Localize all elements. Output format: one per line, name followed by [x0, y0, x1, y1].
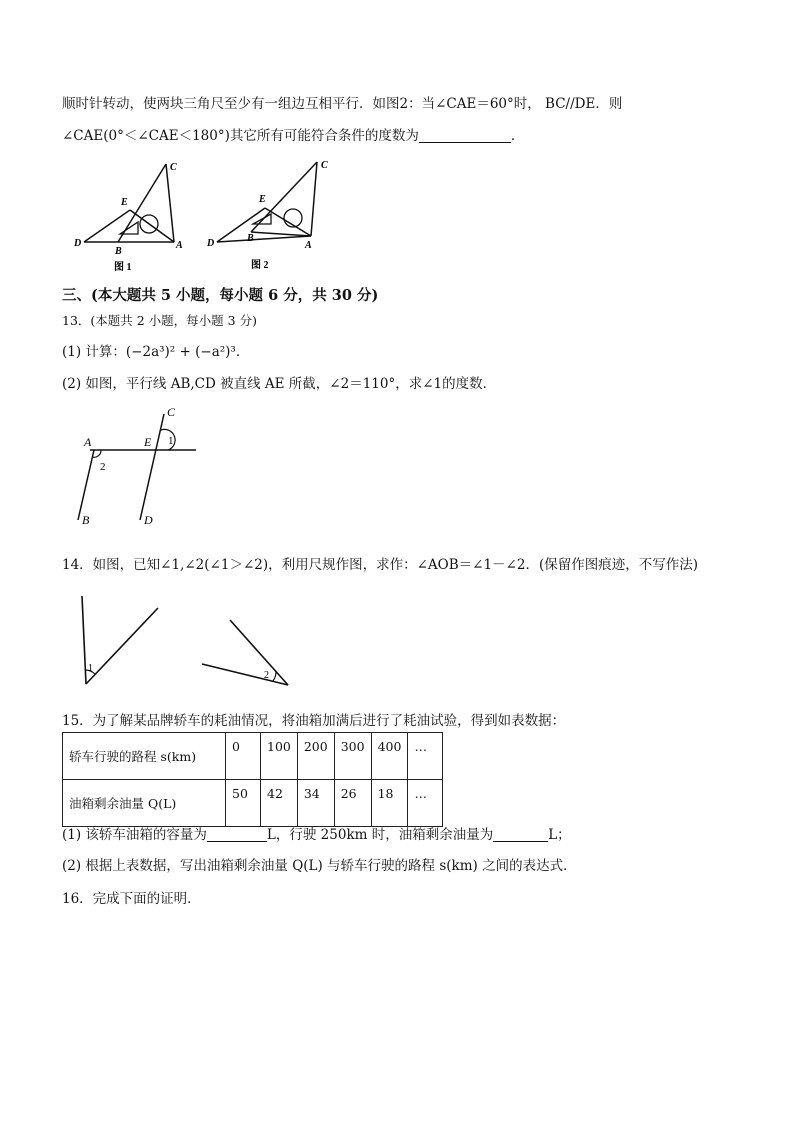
section-3-title: 三、(本大题共 5 小题，每小题 6 分，共 30 分): [62, 287, 379, 304]
line-AB: [78, 450, 94, 520]
fig1-label-B: B: [115, 246, 122, 257]
line-CD: [140, 414, 164, 520]
q12-line2: ∠CAE(0°＜∠CAE＜180°)其它所有可能符合条件的度数为 ．: [62, 128, 525, 144]
distance-cell: 0: [226, 733, 261, 780]
q12-figure-1: [72, 156, 192, 274]
fig2-label-B: B: [247, 233, 254, 244]
fuel-cell: 18: [371, 780, 408, 827]
q15-intro: 15．为了解某品牌轿车的耗油情况，将油箱加满后进行了耗油试验，得到如表数据：: [62, 713, 566, 729]
q13-figure: [72, 402, 212, 532]
q15-data-table: [62, 732, 443, 827]
q15-question2: (2) 根据上表数据，写出油箱剩余油量 Q(L) 与轿车行驶的路程 s(km) 之间的表达式．: [62, 858, 577, 874]
distance-cell: 200: [297, 733, 334, 780]
angle1-label: 1: [88, 663, 93, 674]
fig1-edge-CA: [166, 164, 174, 242]
fig2-label-C: C: [321, 160, 328, 171]
fig1-edge-EA: [130, 210, 174, 242]
q15-question1: (1) 该轿车油箱的容量为 L，行驶 250km 时，油箱剩余油量为 L；: [62, 827, 571, 843]
fuel-cell: 26: [334, 780, 371, 827]
fig2-label-E: E: [259, 194, 266, 205]
fig2-edge-EA: [265, 208, 311, 236]
fig2-edge-DA: [217, 236, 311, 242]
angle2-label: 2: [264, 670, 269, 681]
distance-cell: 300: [334, 733, 371, 780]
fig13-label-D: D: [144, 513, 153, 527]
fuel-cell: 42: [261, 780, 298, 827]
fuel-cell: 50: [226, 780, 261, 827]
angle2-ray-lower: [202, 664, 288, 685]
angle1-ray-diagonal: [86, 608, 158, 684]
table-row-distance: [63, 733, 443, 780]
fuel-cell: …: [408, 780, 443, 827]
q16-text: 16．完成下面的证明．: [62, 891, 201, 907]
q12-figure-2: [205, 156, 335, 274]
fig1-caption: 图 1: [114, 262, 132, 273]
q14-angles-figure: [70, 588, 310, 693]
q15-capacity-blank[interactable]: [207, 827, 267, 842]
fig13-label-2: 2: [100, 461, 106, 473]
fig2-label-D: D: [207, 238, 215, 249]
q12-answer-blank[interactable]: [419, 128, 511, 143]
fig1-edge-DE: [84, 210, 130, 242]
fig13-label-A: A: [84, 435, 92, 449]
angle2-arc: [273, 672, 276, 681]
angle2-ray-upper: [230, 620, 288, 685]
distance-cell: 400: [371, 733, 408, 780]
fig1-label-C: C: [170, 162, 177, 173]
q13-part2: (2) 如图，平行线 AB,CD 被直线 AE 所截，∠2＝110°，求∠1的度数．: [62, 376, 497, 392]
fig2-caption: 图 2: [251, 260, 269, 271]
fig13-label-1: 1: [168, 435, 174, 447]
q12-line1: 顺时针转动，使两块三角尺至少有一组边互相平行．如图2：当∠CAE＝60°时， BC//DE．则: [62, 96, 623, 112]
row-header-fuel: 油箱剩余油量 Q(L): [63, 780, 226, 827]
distance-cell: 100: [261, 733, 298, 780]
fig13-label-B: B: [82, 513, 90, 527]
table-row-fuel: [63, 780, 443, 827]
q15-remaining-blank[interactable]: [493, 827, 548, 842]
q13-part1: (1) 计算：(−2a³)² + (−a²)³．: [62, 344, 250, 360]
fuel-cell: 34: [297, 780, 334, 827]
fig2-edge-BA: [251, 232, 311, 236]
q13-header: 13．(本题共 2 小题，每小题 3 分): [62, 313, 257, 328]
fig1-label-A: A: [176, 240, 183, 251]
fig13-label-C: C: [167, 405, 176, 419]
fig2-label-A: A: [305, 240, 312, 251]
fig1-label-E: E: [121, 197, 128, 208]
distance-cell: …: [408, 733, 443, 780]
row-header-distance: 轿车行驶的路程 s(km): [63, 733, 226, 780]
fig1-label-D: D: [74, 238, 82, 249]
fig2-edge-CA: [311, 162, 317, 236]
q14-text: 14．如图，已知∠1,∠2(∠1＞∠2)，利用尺规作图，求作：∠AOB＝∠1－∠2．(保留作图痕迹，不写作法): [62, 557, 698, 573]
angle1-ray-vertical: [82, 596, 86, 684]
fig13-label-E: E: [144, 435, 152, 449]
